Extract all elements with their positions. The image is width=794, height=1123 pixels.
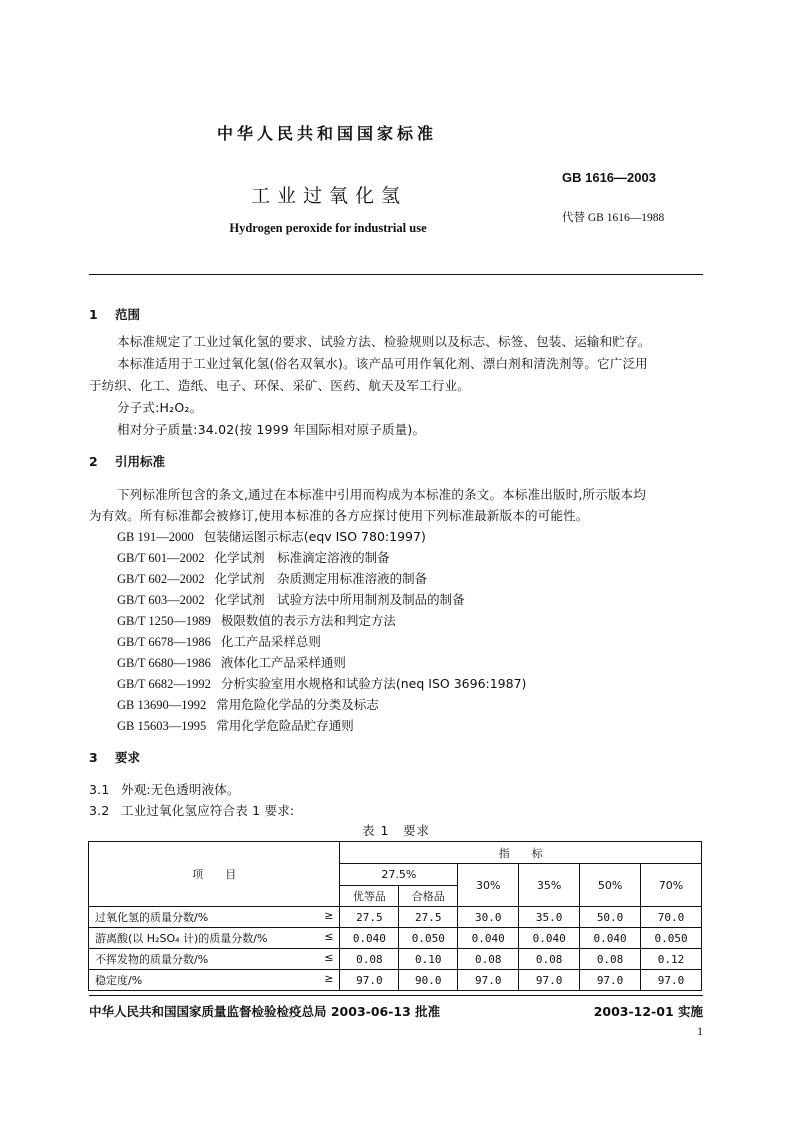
row-item-label: 不挥发物的质量分数/% ≤ [89,949,340,970]
table-cell: 0.08 [580,949,641,970]
table-header-30: 30% [458,864,519,907]
table-cell: 0.040 [519,928,580,949]
table-cell: 0.050 [641,928,702,949]
footer-divider [89,995,703,996]
normative-reference: GB/T 6680—1986 液体化工产品采样通则 [117,655,346,670]
national-standard-heading: 中华人民共和国国家标准 [216,124,437,143]
section-1-paragraph-2-line-1: 本标准适用于工业过氧化氢(俗名双氧水)。该产品可用作氧化剂、漂白剂和清洗剂等。它广泛用 [117,356,648,371]
section-1-paragraph-1: 本标准规定了工业过氧化氢的要求、试验方法、检验规则以及标志、标签、包装、运输和贮存。 [117,334,651,349]
relative-molecular-mass: 相对分子质量:34.02(按 1999 年国际相对原子质量)。 [117,422,426,437]
table-cell: 0.08 [340,949,399,970]
table-row [89,928,702,949]
standard-number: GB 1616—2003 [562,170,656,185]
table-row [89,970,702,991]
table-row [89,907,702,928]
table-row [89,949,702,970]
table-cell: 97.0 [519,970,580,991]
table-cell: 97.0 [580,970,641,991]
row-item-label: 过氧化氢的质量分数/% ≥ [89,907,340,928]
table-header-item: 项 目 [89,842,340,907]
normative-reference: GB 191—2000 包装储运图示标志(eqv ISO 780:1997) [117,529,426,544]
table-header-premium-grade: 优等品 [340,886,399,907]
molecular-formula: 分子式:H₂O₂。 [117,400,203,415]
normative-reference: GB/T 1250—1989 极限数值的表示方法和判定方法 [117,613,396,628]
section-2-intro-line-1: 下列标准所包含的条文,通过在本标准中引用而构成为本标准的条文。本标准出版时,所示版本均 [117,487,647,502]
table-cell: 27.5 [340,907,399,928]
table-1-caption: 表 1 要求 [362,823,430,838]
clause-3-1: 3.1 外观:无色透明液体。 [89,782,240,797]
table-header-50: 50% [580,864,641,907]
normative-reference: GB/T 602—2002 化学试剂 杂质测定用标准溶液的制备 [117,571,428,586]
normative-reference: GB 13690—1992 常用危险化学品的分类及标志 [117,697,379,712]
table-cell: 90.0 [399,970,458,991]
normative-reference: GB/T 6678—1986 化工产品采样总则 [117,634,321,649]
table-header-35: 35% [519,864,580,907]
section-2-heading: 2 引用标准 [89,454,166,469]
normative-reference: GB/T 601—2002 化学试剂 标准滴定溶液的制备 [117,550,390,565]
table-cell: 70.0 [641,907,702,928]
table-cell: 0.12 [641,949,702,970]
table-header-27-5: 27.5% [340,864,458,886]
requirements-table [88,841,702,991]
table-cell: 97.0 [340,970,399,991]
table-cell: 0.050 [399,928,458,949]
table-cell: 97.0 [641,970,702,991]
clause-3-2: 3.2 工业过氧化氢应符合表 1 要求: [89,803,295,818]
table-header-index: 指 标 [340,842,702,864]
table-cell: 0.040 [580,928,641,949]
table-cell: 27.5 [399,907,458,928]
implementation-date: 2003-12-01 实施 [593,1004,703,1019]
replaces-standard: 代替 GB 1616—1988 [562,212,665,224]
row-item-label: 游离酸(以 H₂SO₄ 计)的质量分数/% ≤ [89,928,340,949]
table-cell: 50.0 [580,907,641,928]
table-cell: 0.10 [399,949,458,970]
page-number: 1 [697,1024,703,1038]
table-cell: 0.08 [519,949,580,970]
normative-reference: GB/T 603—2002 化学试剂 试验方法中所用制剂及制品的制备 [117,592,465,607]
approval-statement: 中华人民共和国国家质量监督检验检疫总局 2003-06-13 批准 [89,1004,441,1019]
section-1-heading: 1 范围 [89,307,141,322]
section-1-paragraph-2-line-2: 于纺织、化工、造纸、电子、环保、采矿、医药、航天及军工行业。 [89,378,471,393]
table-cell: 35.0 [519,907,580,928]
table-cell: 0.040 [340,928,399,949]
table-header-qualified-grade: 合格品 [399,886,458,907]
table-cell: 97.0 [458,970,519,991]
table-header-70: 70% [641,864,702,907]
table-cell: 30.0 [458,907,519,928]
table-cell: 0.08 [458,949,519,970]
section-2-intro-line-2: 为有效。所有标准都会被修订,使用本标准的各方应探讨使用下列标准最新版本的可能性。 [89,508,589,523]
english-title: Hydrogen peroxide for industrial use [229,221,427,235]
header-divider [89,274,703,275]
document-title: 工业过氧化氢 [250,185,407,207]
table-cell: 0.040 [458,928,519,949]
normative-reference: GB 15603—1995 常用化学危险品贮存通则 [117,718,354,733]
normative-reference: GB/T 6682—1992 分析实验室用水规格和试验方法(neq ISO 3696:1987) [117,676,527,691]
row-item-label: 稳定度/% ≥ [89,970,340,991]
section-3-heading: 3 要求 [89,750,141,765]
